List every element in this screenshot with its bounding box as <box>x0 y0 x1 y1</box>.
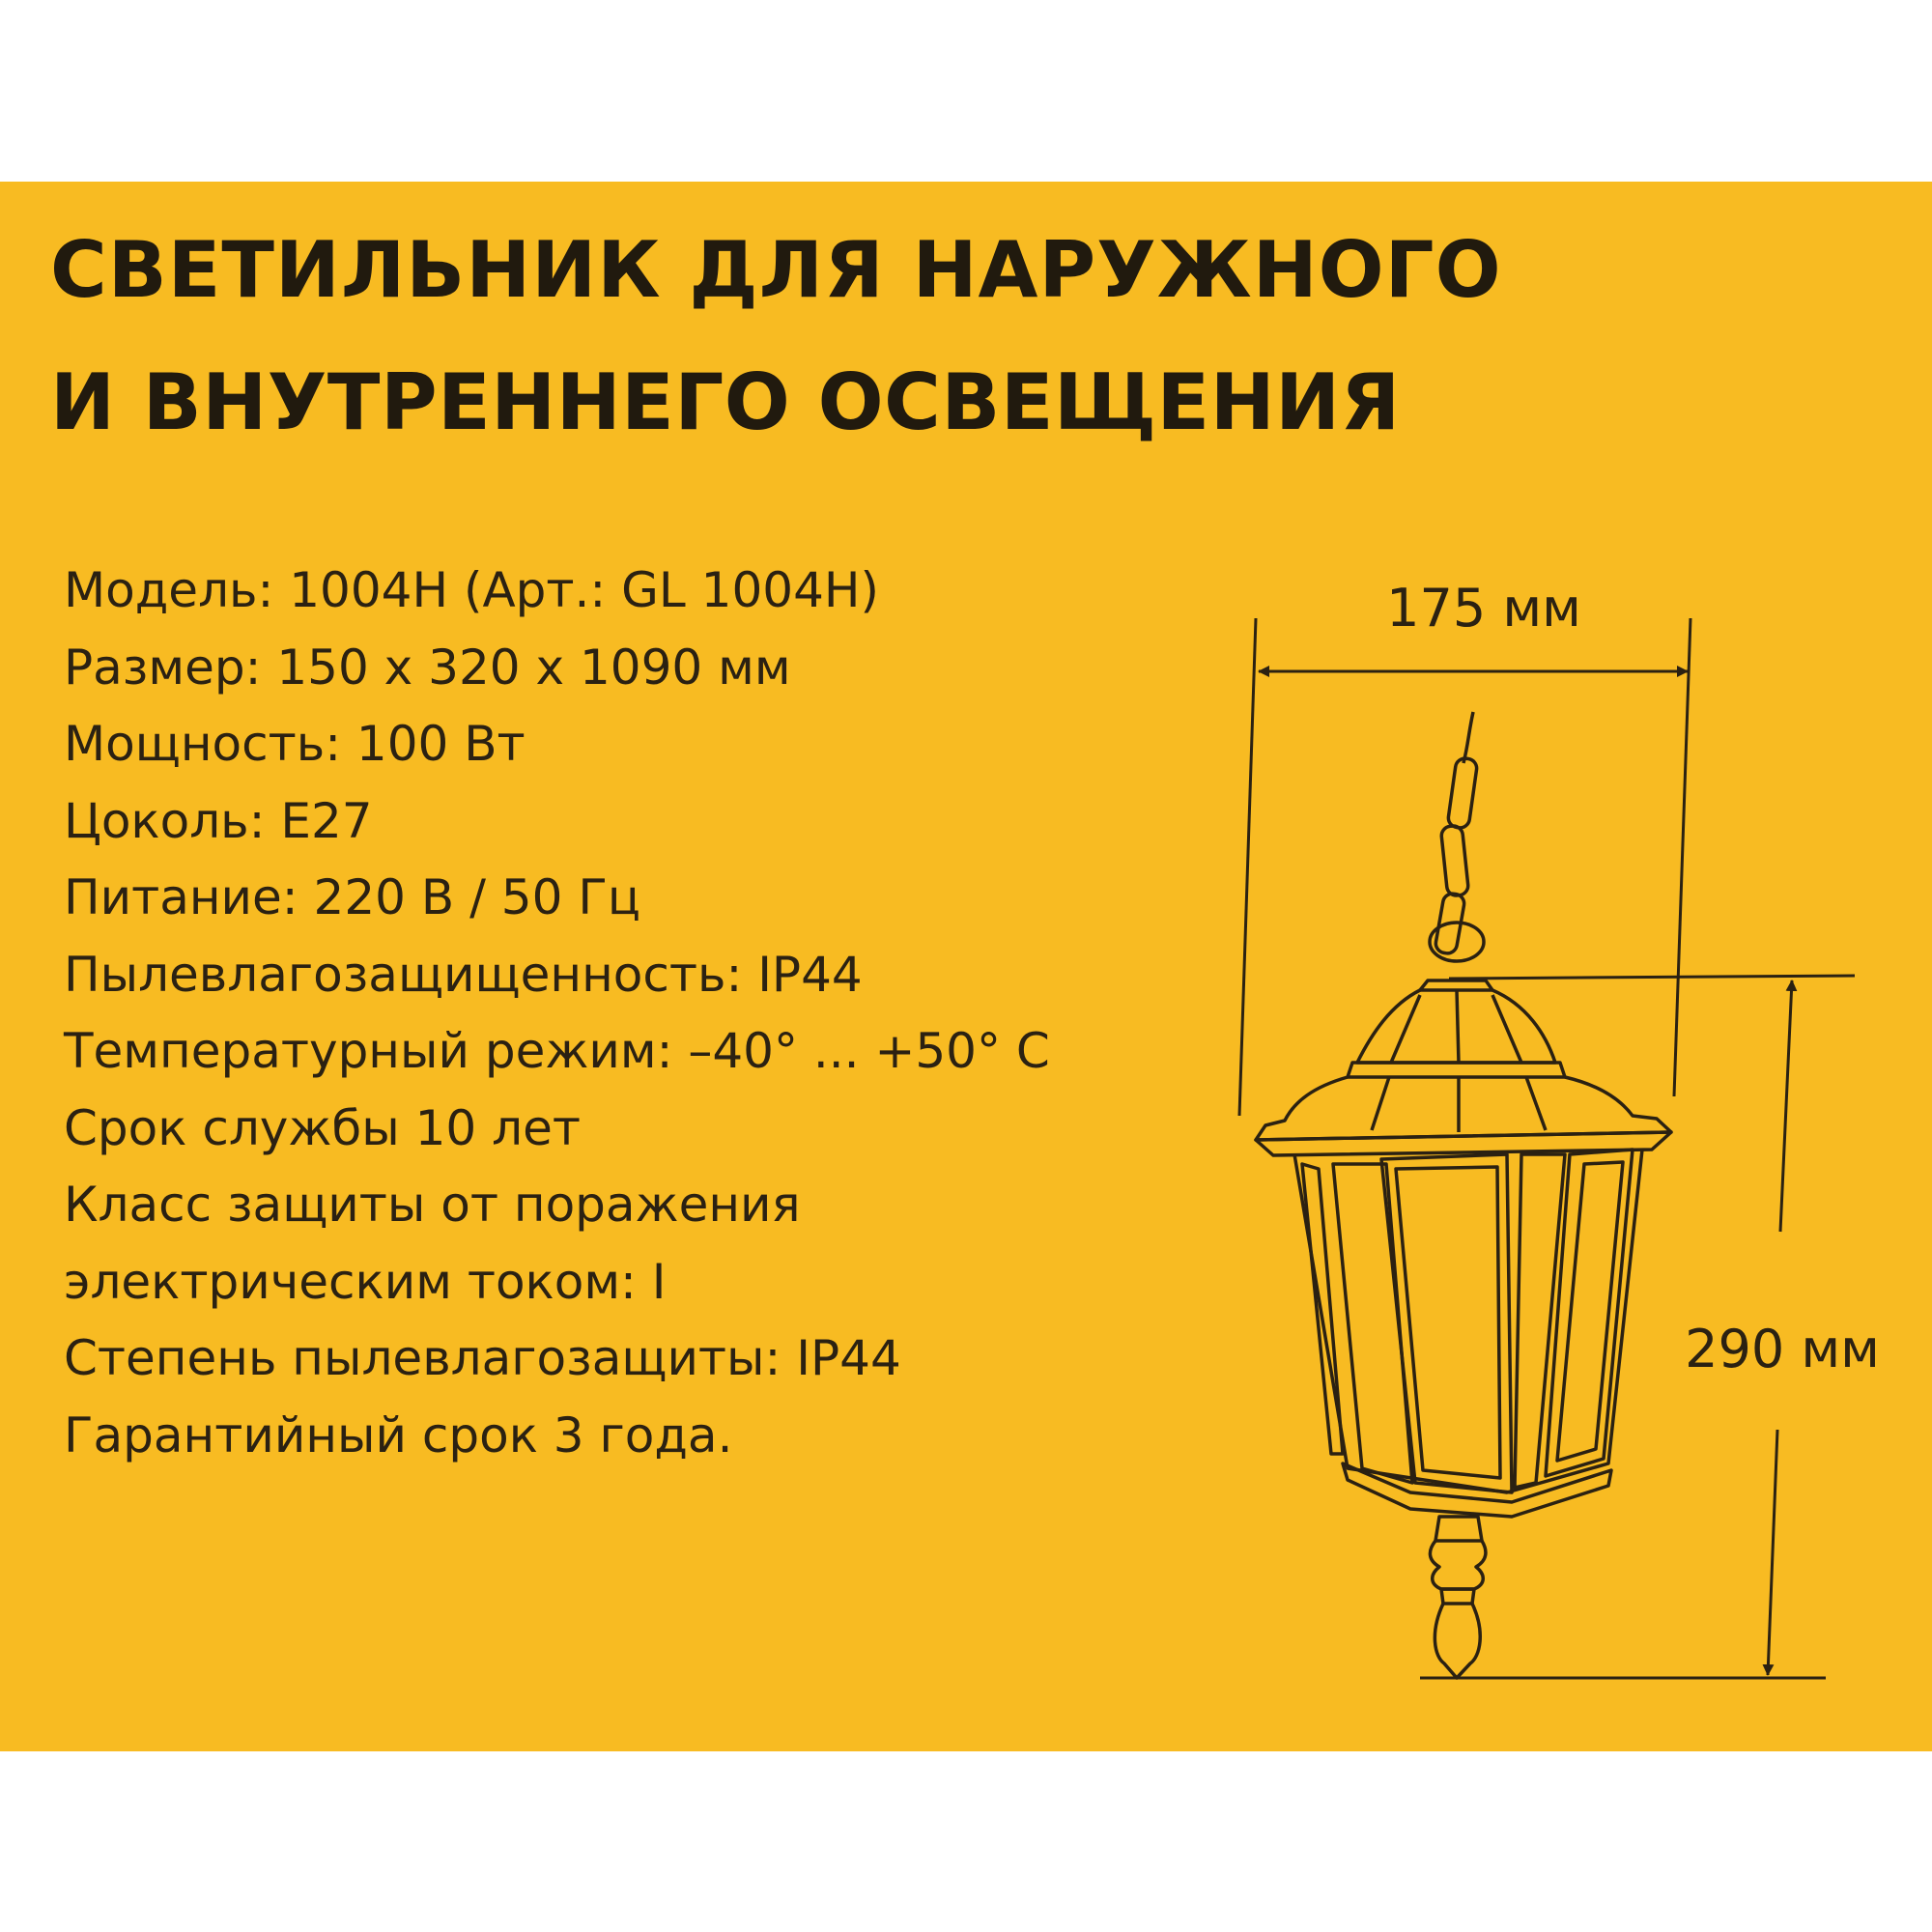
title-line-1: СВЕТИЛЬНИК ДЛЯ НАРУЖНОГО <box>50 225 1502 315</box>
finial-tip <box>1435 1604 1480 1678</box>
chain-top <box>1463 712 1473 763</box>
spec-size: Размер: 150 x 320 x 1090 мм <box>64 639 791 696</box>
spec-protection-class-2: электрическим током: I <box>64 1253 667 1310</box>
width-extension-right <box>1674 618 1690 1096</box>
finial-ring <box>1441 1589 1474 1604</box>
dome-band <box>1348 1063 1565 1077</box>
dome-rib-left <box>1391 995 1420 1063</box>
finial-bulb <box>1430 1541 1486 1589</box>
spec-temperature: Температурный режим: –40° ... +50° С <box>64 1023 1050 1079</box>
spec-socket: Цоколь: E27 <box>64 792 373 849</box>
glass-panel-3-inner <box>1396 1167 1500 1478</box>
height-label: 290 мм <box>1685 1319 1880 1379</box>
height-extension-top <box>1449 976 1855 979</box>
spec-power: Мощность: 100 Вт <box>64 716 526 772</box>
height-arrow-lower <box>1768 1430 1777 1675</box>
spec-ip-degree: Степень пылевлагозащиты: IP44 <box>64 1330 901 1386</box>
spec-ingress-protection: Пылевлагозащищенность: IP44 <box>64 946 863 1003</box>
spec-supply: Питание: 220 В / 50 Гц <box>64 869 640 925</box>
spec-service-life: Срок службы 10 лет <box>64 1099 581 1156</box>
spec-protection-class-1: Класс защиты от поражения <box>64 1177 801 1233</box>
lantern-cap <box>1420 980 1492 990</box>
chain-link-2 <box>1440 825 1468 896</box>
width-extension-left <box>1239 618 1256 1116</box>
dome-rib-center <box>1457 990 1459 1063</box>
chain-link-1 <box>1447 757 1478 829</box>
roof-rib-1 <box>1372 1077 1389 1130</box>
roof-rib-3 <box>1526 1077 1546 1130</box>
height-arrow-upper <box>1780 980 1792 1232</box>
spec-warranty: Гарантийный срок 3 года. <box>64 1406 733 1463</box>
finial-collar <box>1435 1517 1482 1541</box>
hanging-lantern-icon <box>1256 712 1671 1678</box>
spec-model: Модель: 1004H (Арт.: GL 1004H) <box>64 562 880 618</box>
title-line-2: И ВНУТРЕННЕГО ОСВЕЩЕНИЯ <box>50 357 1401 447</box>
lantern-roof <box>1256 1077 1671 1140</box>
width-label: 175 мм <box>1386 578 1581 639</box>
